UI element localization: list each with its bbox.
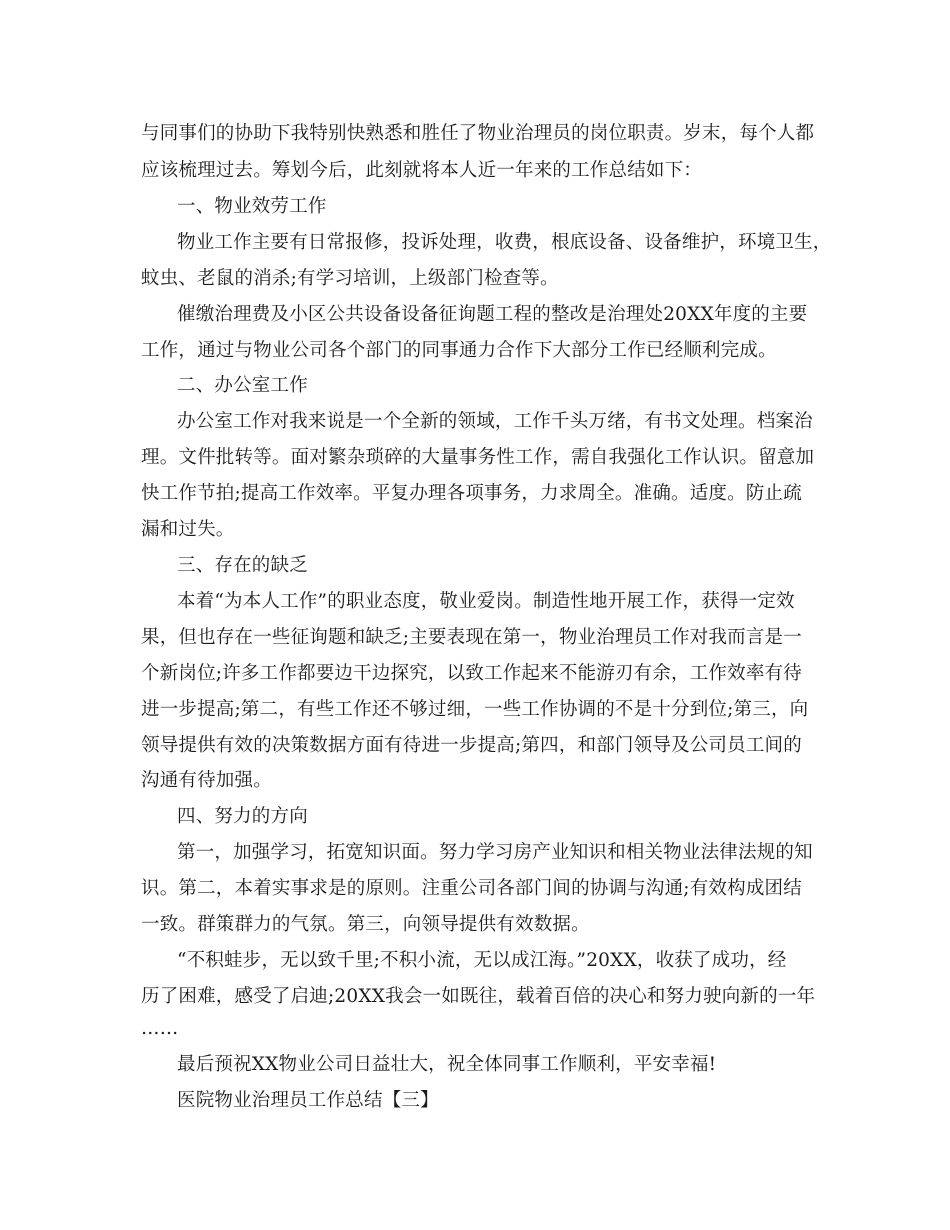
body-line: 理。文件批转等。面对繁杂琐碎的大量事务性工作，需自我强化工作认识。留意加 xyxy=(141,447,815,468)
body-line: 催缴治理费及小区公共设备设备征询题工程的整改是治理处20XX年度的主要 xyxy=(177,304,808,325)
body-line: 一致。群策群力的气氛。第三，向领导提供有效数据。 xyxy=(141,914,590,935)
section-heading: 三、存在的缺乏 xyxy=(177,555,308,576)
body-line: 应该梳理过去。筹划今后，此刻就将本人近一年来的工作总结如下： xyxy=(141,160,703,181)
body-line: 最后预祝XX物业公司日益壮大，祝全体同事工作顺利，平安幸福! xyxy=(177,1054,717,1075)
body-line: 历了困难，感受了启迪;20XX我会一如既往，载着百倍的决心和努力驶向新的一年 xyxy=(141,986,816,1007)
body-line: 与同事们的协助下我特别快熟悉和胜任了物业治理员的岗位职责。岁末，每个人都 xyxy=(141,123,815,144)
body-line: “不积蛙步，无以致千里;不积小流，无以成江海。”20XX，收获了成功，经 xyxy=(177,950,787,971)
body-line: 快工作节拍;提高工作效率。平复办理各项事务，力求周全。准确。适度。防止疏 xyxy=(141,483,802,504)
body-line: 物业工作主要有日常报修，投诉处理，收费，根底设备、设备维护，环境卫生， xyxy=(177,232,832,253)
body-line: 漏和过失。 xyxy=(141,519,235,540)
body-line: 领导提供有效的决策数据方面有待进一步提高;第四，和部门领导及公司员工间的 xyxy=(141,735,802,756)
body-line: 果，但也存在一些征询题和缺乏;主要表现在第一，物业治理员工作对我而言是一 xyxy=(141,627,802,648)
body-line: 第一，加强学习，拓宽知识面。努力学习房产业知识和相关物业法律法规的知 xyxy=(177,842,813,863)
body-line: 进一步提高;第二，有些工作还不够过细，一些工作协调的不是十分到位;第三，向 xyxy=(141,699,809,720)
body-line: 工作，通过与物业公司各个部门的同事通力合作下大部分工作已经顺利完成。 xyxy=(141,340,777,361)
body-line: 本着“为本人工作”的职业态度，敬业爱岗。制造性地开展工作，获得一定效 xyxy=(177,591,795,612)
section-heading: 二、办公室工作 xyxy=(177,375,308,396)
body-line: 沟通有待加强。 xyxy=(141,770,272,791)
body-line: 办公室工作对我来说是一个全新的领域，工作千头万绪，有书文处理。档案治 xyxy=(177,411,813,432)
body-line: 个新岗位;许多工作都要边干边探究，以致工作起来不能游刃有余，工作效率有待 xyxy=(141,663,802,684)
body-line: 蚊虫、老鼠的消杀;有学习培训，上级部门检查等。 xyxy=(141,268,559,289)
section-heading: 一、物业效劳工作 xyxy=(177,196,327,217)
body-line: 识。第二，本着实事求是的原则。注重公司各部门间的协调与沟通;有效构成团结 xyxy=(141,878,802,899)
section-heading: 四、努力的方向 xyxy=(177,806,308,827)
document-heading: 医院物业治理员工作总结【三】 xyxy=(177,1090,439,1111)
ellipsis-line: …… xyxy=(141,1018,179,1039)
